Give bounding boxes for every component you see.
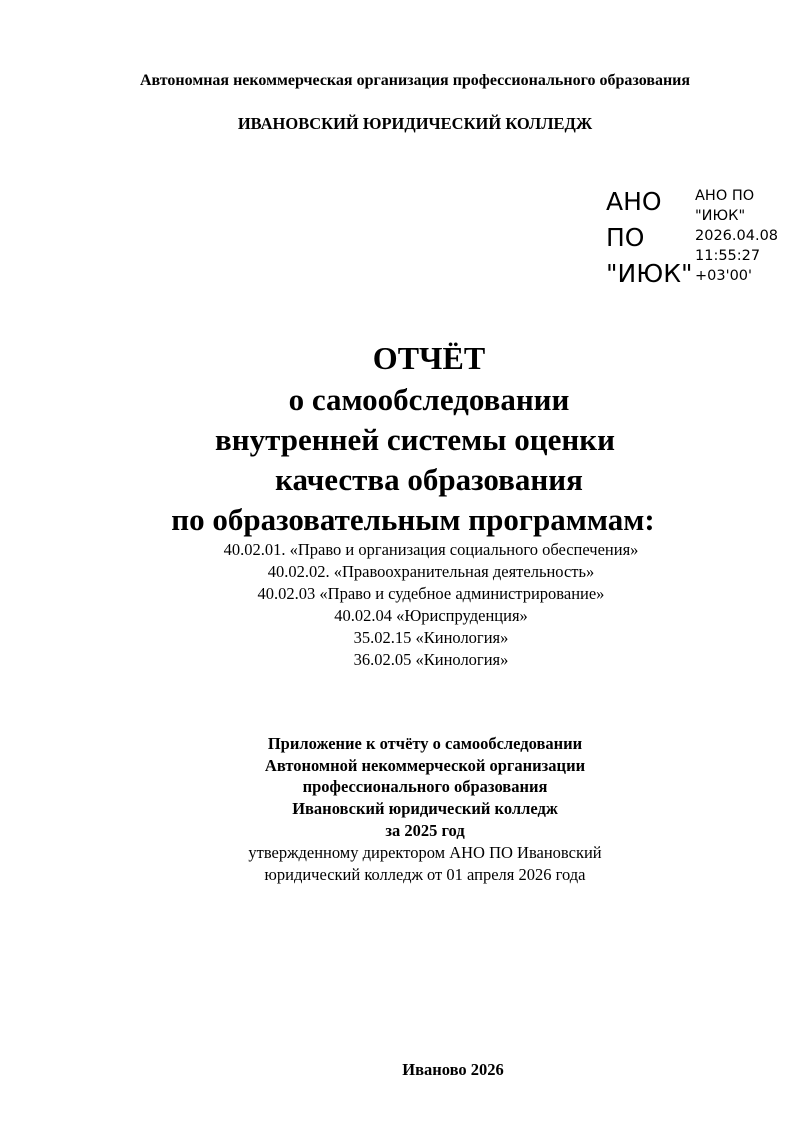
- program-item: 40.02.02. «Правоохранительная деятельность»: [267, 562, 595, 581]
- report-subtitle-line: по образовательным программам:: [171, 502, 655, 537]
- organization-name: Автономная некоммерческая организация профессионального образования: [139, 72, 691, 89]
- digital-signature-details: [695, 186, 778, 286]
- signature-time: 11:55:27: [695, 248, 761, 264]
- city-year: Иваново 2026: [402, 1060, 504, 1079]
- signature-name-line: АНО: [606, 187, 662, 216]
- appendix-approval-line: утвержденному директором АНО ПО Ивановский: [248, 843, 602, 862]
- appendix-line: Приложение к отчёту о самообследовании: [267, 734, 583, 753]
- appendix-line: Ивановский юридический колледж: [292, 799, 558, 818]
- report-subtitle-line: о самообследовании: [288, 382, 570, 417]
- signature-detail-line: АНО ПО: [695, 188, 755, 204]
- signature-name-line: "ИЮК": [606, 259, 693, 288]
- program-item: 36.02.05 «Кинология»: [353, 650, 509, 669]
- appendix-line: Автономной некоммерческой организации: [264, 756, 586, 775]
- appendix-approval-line: юридический колледж от 01 апреля 2026 года: [264, 865, 586, 884]
- signature-timezone: +03'00': [695, 268, 753, 284]
- program-item: 35.02.15 «Кинология»: [353, 628, 509, 647]
- signature-name-line: ПО: [606, 223, 645, 252]
- college-name: ИВАНОВСКИЙ ЮРИДИЧЕСКИЙ КОЛЛЕДЖ: [237, 114, 593, 133]
- appendix-line: профессионального образования: [302, 777, 548, 796]
- signature-date: 2026.04.08: [695, 228, 779, 244]
- digital-signature-name: [606, 184, 692, 292]
- signature-detail-line: "ИЮК": [695, 208, 746, 224]
- program-item: 40.02.03 «Право и судебное администрирование»: [257, 584, 605, 603]
- report-subtitle-line: качества образования: [275, 462, 583, 497]
- appendix-year: за 2025 год: [385, 821, 465, 840]
- program-item: 40.02.04 «Юриспруденция»: [334, 606, 528, 625]
- program-item: 40.02.01. «Право и организация социального обеспечения»: [223, 540, 639, 559]
- report-title: ОТЧЁТ: [372, 340, 486, 376]
- report-subtitle-line: внутренней системы оценки: [215, 422, 615, 457]
